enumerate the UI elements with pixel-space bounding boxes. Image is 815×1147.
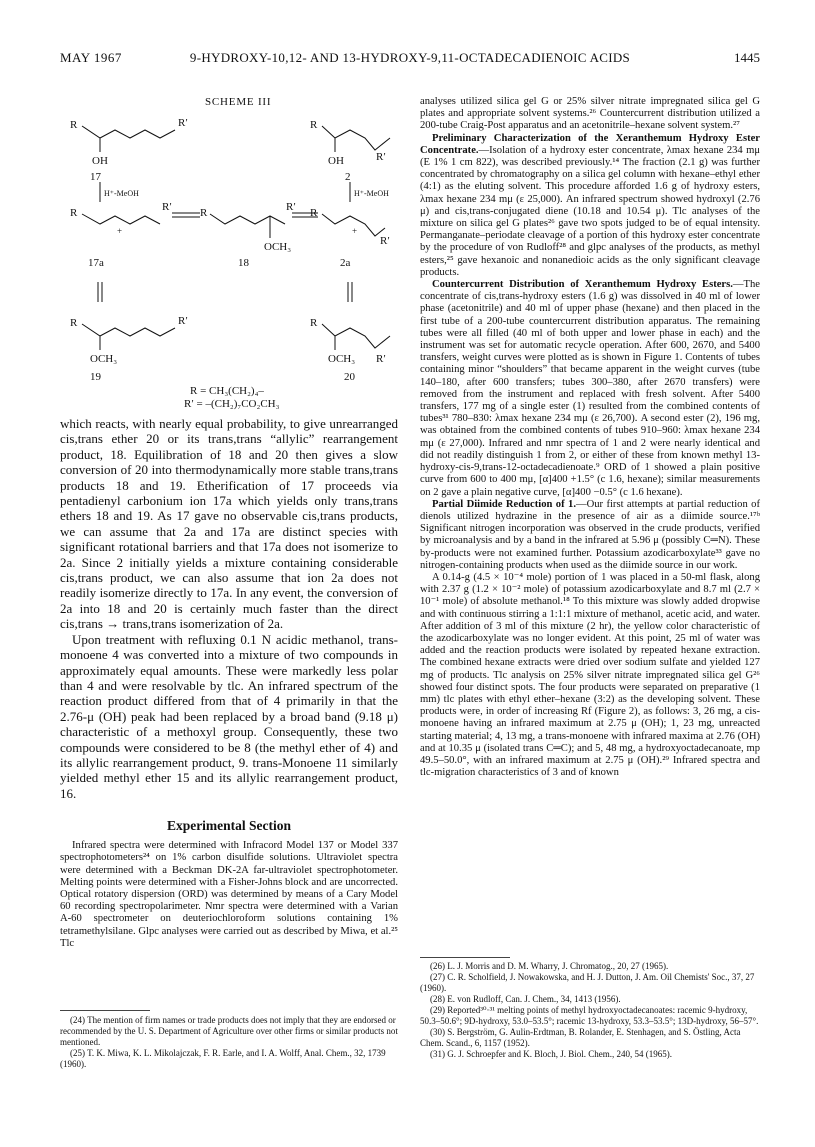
compound-17: 17 [90,171,101,183]
svg-text:H⁺-MeOH: H⁺-MeOH [104,189,139,198]
compound-17a: 17a [88,257,104,269]
left-footnotes [60,1015,398,1070]
definition-r: R = CH₃(CH₂)₄– [190,385,264,397]
footnote-24: (24) The mention of firm names or trade products does not imply that they are endorsed or recommended by the U. S. Department of Agriculture over other firms or similar products not mentioned. [60,1015,398,1047]
subheading-countercurrent: Countercurrent Distribution of Xeranthemum Hydroxy Esters. [432,279,733,291]
svg-text:R′: R′ [376,151,386,163]
svg-text:+: + [352,226,358,236]
svg-text:R: R [310,317,318,329]
experimental-section [60,820,398,950]
compound-20: 20 [344,371,355,383]
right-footnotes [420,961,760,1060]
svg-text:H⁺-MeOH: H⁺-MeOH [354,189,389,198]
footnote-27: (27) C. R. Scholfield, J. Nowakowska, and H. J. Dutton, J. Am. Oil Chemists' Soc., 37, 27 (1960). [420,972,755,993]
svg-text:R: R [70,207,78,219]
svg-text:OCH₃: OCH₃ [90,353,118,365]
header-title: 9-HYDROXY-10,12- AND 13-HYDROXY-9,11-OCTADECADIENOIC ACIDS [189,50,631,65]
header-date: MAY 1967 [60,50,122,65]
footnote-31: (31) G. J. Schroepfer and K. Bloch, J. Biol. Chem., 240, 54 (1965). [430,1049,672,1059]
svg-text:R′: R′ [178,315,188,327]
footnote-rule-right [420,957,510,958]
svg-text:R′: R′ [376,353,386,365]
chain-20 [322,324,390,348]
chain-17a [82,214,160,224]
chain-19 [82,324,175,336]
svg-text:R′: R′ [380,235,390,247]
running-header [60,50,760,72]
svg-text:R: R [310,207,318,219]
svg-text:R′: R′ [286,201,296,213]
chain-17 [82,126,175,138]
compound-18: 18 [238,257,249,269]
section-heading: Experimental Section [166,818,292,833]
paragraph-monoene: Upon treatment with refluxing 0.1 N acidic methanol, trans-monoene 4 was converted into a mixture of two compounds in approximately equal amounts. These were markedly less polar than 4 and were resolvable by tlc. An infrared spectrum of the reaction product differed from that of 4 primarily in that the 2.76-μ (OH) peak had been replaced by a broad band (9.18 μ) characteristic of a methoxyl group. Consequently, these two compounds were considered to be 8 (the methyl ether of 4) and its allylic rearrangement product, 9. trans-Monoene 11 similarly yielded methyl ether 15 and its allylic rearrangement product, 16. [60,631,398,801]
svg-text:OCH₃: OCH₃ [328,353,356,365]
footnote-25: (25) T. K. Miwa, K. L. Mikolajczak, F. R. Earle, and I. A. Wolff, Anal. Chem., 32, 1739 (1960). [60,1048,386,1069]
footnote-26: (26) L. J. Morris and D. M. Wharry, J. Chromatog., 20, 27 (1965). [430,961,669,971]
chain-18 [210,214,285,224]
chain-2 [322,126,390,150]
compound-19: 19 [90,371,101,383]
svg-text:+: + [117,226,123,236]
svg-text:R: R [200,207,208,219]
svg-text:R′: R′ [162,201,172,213]
definition-rprime: R′ = –(CH₂)₇CO₂CH₃ [184,398,280,410]
paragraph-procedure: A 0.14-g (4.5 × 10⁻⁴ mole) portion of 1 was placed in a 50-ml flask, along with 2.37 g (1.2 × 10⁻² mole) of potassium azodicarboxylate and 8.7 ml (2.7 × 10⁻¹ mole) of absolute methanol.¹⁸ To this mixture was slowly added dropwise and with continuous stirring a 1:1:1 mixture of methanol, acetic acid, and water. After addition of 3 ml of this mixture (2 hr), the yellow color characteristic of the azodicarboxylate was no longer evident. At this point, 25 ml of water was added and the reaction products were isolated by repeated hexane extraction. The combined hexane extracts were dried over sodium sulfate and yielded 127 mg of products. Tlc analysis on 25% silver nitrate impregnated silica gel G²⁶ showed four distinct spots. The four products were separated on preparative (1 mm) tlc plates with ethyl ether–hexane (3:2) as the developing solvent. These products were, in order of increasing Rf (Figure 2), as follows: 3, 26 mg, a cis-monoene having an infrared maximum at 2.75 μ (OH); 1, 23 mg, unreacted starting material; 4, 13 mg, a trans-monoene with infrared maxima at 2.76 (OH) and at 10.35 μ (isolated trans C═C); and 5, 48 mg, a hydroxyoctadecanoate, mp 49.5–50.0°, with an infrared maximum at 2.75 μ (OH).²⁹ Infrared spectra and tlc-migration characteristics of 3 and of known [420,571,760,779]
paragraph-mechanism: which reacts, with nearly equal probability, to give unrearranged cis,trans ether 20 or its trans,trans “allylic” rearrangement product, 18. Equilibration of 18 and 20 then gives a slow conversion of 20 into thermodynamically more stable trans,trans products 18 and 19. Etherification of 17 proceeds via pentadienyl carbonium ion 17a which yields only trans,trans ethers 18 and 19. As 17 gave no observable cis,trans products, we can assume that 2a and 17a are distinct species with significant rotational barriers and that 17a does not isomerize to 2a. Since 2 initially yields a mixture containing considerable cis,trans product, we can also assume that ion 2a does not readily isomerize directly to 17a. In any event, the conversion of 2a into 18 and 20 is certainly much faster than the direct cis,trans → trans,trans isomerization of 2a. [60,416,398,632]
paragraph-countercurrent: Countercurrent Distribution of Xeranthemum Hydroxy Esters.—The concentrate of cis,trans-hydroxy esters (1.6 g) was dissolved in 40 ml of lower phase (acetonitrile) and 40 ml of upper phase (hexane) and then placed in the first tube of a 200-tube countercurrent distribution apparatus. The remaining tubes were all filled (40 ml of both upper and lower phase in each) and the instrument was set for automatic recycle operation. After 600, 2670, and 5400 transfers, weight curves were plotted as is shown in Figure 1. Contents of tubes containing minor “shoulders” that became apparent in the weight curves (tube 140–180, after 600 transfers; tubes 300–380, after 2670 transfers) were removed from the instrument and replaced with fresh solvent. After 5400 transfers, 177 mg of a single ester (1) resulted from the combined contents of tubes³¹ 780–830: λmax hexane 234 mμ (ε 26,700). A second ester (2), 196 mg, was obtained from the combined contents of tubes 910–960: λmax hexane 234 mμ (ε 27,000). Infrared and nmr spectra of 1 and 2 were nearly identical and did not readily distinguish 1 from 2, or either of these from known methyl 13-hydroxy-cis-9,trans-12-octadecadienoate.⁹ ORD of 1 showed a plain positive curve from 600 to 400 mμ, [α]400 +1.5° (c 1.6, hexane); similar measurements on 2 gave a plain negative curve, [α]400 −0.5° (c 1.6 hexane). [420,279,760,498]
svg-text:R′: R′ [178,117,188,129]
footnote-rule-left [60,1010,150,1011]
svg-text:R: R [70,317,78,329]
scheme-title: SCHEME III [205,96,272,108]
compound-2a: 2a [340,257,351,269]
page-number: 1445 [734,50,760,65]
compound-2: 2 [345,171,351,183]
footnote-30: (30) S. Bergström, G. Aulin-Erdtman, B. Rolander, E. Stenhagen, and S. Östling, Acta Chem. Scand., 6, 1157 (1952). [420,1027,741,1048]
svg-text:OCH₃: OCH₃ [264,241,292,253]
left-column-body [60,416,398,801]
label-r: R [70,119,78,131]
svg-text:R: R [310,119,318,131]
scheme-iii-diagram [60,110,400,440]
subheading-preliminary: Preliminary Characterization of the Xeranthemum Hydroxy Ester Concentrate. [420,132,760,156]
paragraph-preliminary: Preliminary Characterization of the Xeranthemum Hydroxy Ester Concentrate.—Isolation of a hydroxy ester concentrate, λmax hexane 234 mμ (E 1% 1 cm 822), was described previously.¹⁴ The fraction (2.1 g) was further concentrated by chromatography on a silica gel column with hexane–ethyl ether (4:1) as the eluting solvent. This procedure afforded 1.6 g of hydroxy esters, λmax hexane 234 mμ (ε 25,000). An infrared spectrum showed hydroxyl (2.76 μ) and cis,trans-conjugated diene (10.18 and 10.54 μ). Tlc analyses of the mixture on silica gel G plates²⁶ gave two spots judged to be of equal intensity. Permanganate–periodate cleavage of a portion of this hydroxy ester concentrate by the procedure of von Rudloff²⁸ and glpc analyses of the products, as methyl esters,²⁵ gave hexanoic and nonanedioic acids as the only significant cleavage products. [420,132,760,278]
svg-text:OH: OH [92,155,108,167]
paragraph-diimide: Partial Diimide Reduction of 1.—Our first attempts at partial reduction of dienols utilized hydrazine in the presence of air as a diimide source.¹⁷ᵇ Significant nitrogen incorporation was observed in the crude products, verified by microanalysis and by a band in the infrared at 5.96 μ (possibly C═N). These by-products were not examined further. Potassium azodicarboxylate³³ gave no nitrogen-containing products when used as the diimide source in our work. [420,498,760,571]
paragraph-analyses: analyses utilized silica gel G or 25% silver nitrate impregnated silica gel G plates and appropriate solvent systems.²⁶ Countercurrent distribution utilized a 200-tube Craig-Post apparatus and an acetonitrile–hexane solvent system.²⁷ [420,96,760,132]
paragraph-experimental: Infrared spectra were determined with Infracord Model 137 or Model 337 spectrophotometers²⁴ on 1% carbon disulfide solutions. Ultraviolet spectra were determined with a Beckman DK-2A far-ultraviolet spectrophotometer. Melting points were determined with a Fisher-Johns block and are uncorrected. Optical rotatory dispersion (ORD) was determined by means of a Cary Model 60 recording spectropolarimeter. Nmr spectra were determined with a Varian A-60 spectrometer on deuteriochloroform solutions containing 1% tetramethylsilane. Glpc analyses were carried out as described by Miwa, et al.²⁵ Tlc [60,840,398,949]
right-column-body [420,96,760,779]
footnote-29: (29) Reported³⁰·³¹ melting points of methyl hydroxyoctadecanoates: racemic 9-hydroxy, 50.3–50.6°; 9D-hydroxy, 53.0–53.5°; racemic 13-hydroxy, 53.3–53.5°; 13D-hydroxy, 56–57°. [420,1005,759,1026]
footnote-28: (28) E. von Rudloff, Can. J. Chem., 34, 1413 (1956). [430,994,621,1004]
subheading-diimide: Partial Diimide Reduction of 1. [432,498,576,510]
svg-text:OH: OH [328,155,344,167]
